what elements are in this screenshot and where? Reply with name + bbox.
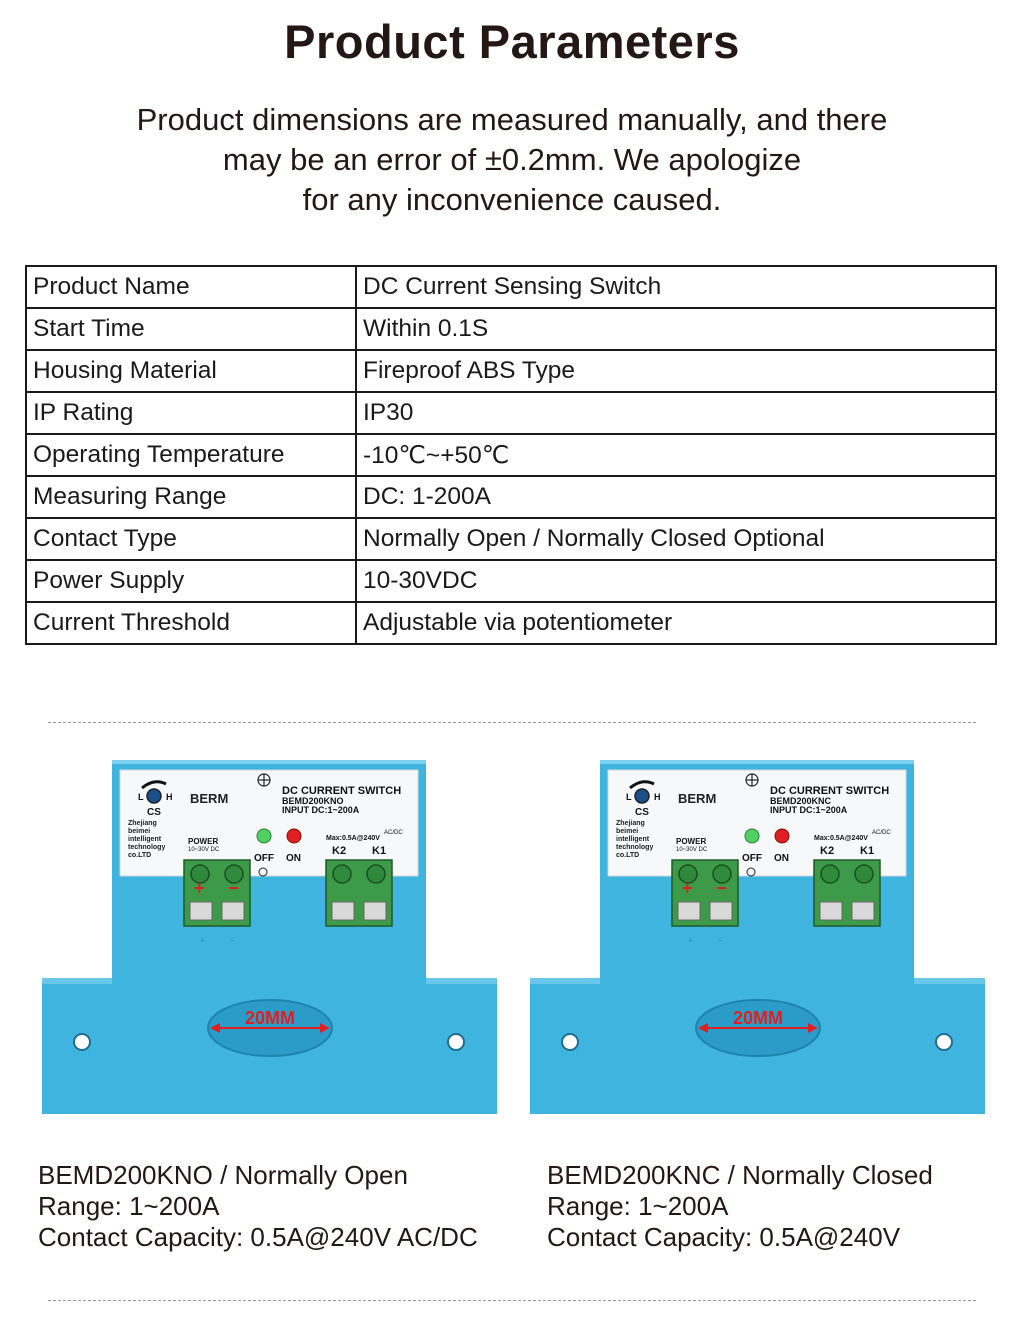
terminal-clamp: [332, 902, 354, 920]
model-number: BEMD200KNC: [770, 796, 832, 806]
note-line-3: for any inconvenience caused.: [302, 182, 722, 217]
note-line-2: may be an error of ±0.2mm. We apologize: [222, 142, 802, 177]
terminal-clamp: [222, 902, 244, 920]
param-name: Operating Temperature: [26, 434, 356, 476]
company-line: intelligent: [128, 836, 162, 843]
terminal-clamp: [364, 902, 386, 920]
mount-hole-right: [448, 1034, 464, 1050]
table-row: [26, 350, 996, 392]
k1-label: K1: [860, 845, 875, 857]
caption-model: BEMD200KNO / Normally Open: [38, 1160, 408, 1190]
dashed-divider-top: [48, 722, 976, 723]
green-led-indicator: [257, 829, 271, 843]
off-label: OFF: [254, 853, 274, 864]
power-range: 10~30V DC: [188, 847, 220, 853]
max-rating: Max:0.5A@240V: [326, 835, 380, 842]
param-name: Housing Material: [26, 350, 356, 392]
minus-sign: −: [716, 878, 727, 898]
param-name: Power Supply: [26, 560, 356, 602]
terminal-clamp: [820, 902, 842, 920]
company-line: Zhejiang: [616, 820, 645, 827]
k1-label: K1: [372, 845, 387, 857]
param-value: Adjustable via potentiometer: [356, 602, 996, 644]
potentiometer-knob: [635, 789, 649, 803]
table-row: [26, 518, 996, 560]
mount-hole-left: [562, 1034, 578, 1050]
caption-capacity: Contact Capacity: 0.5A@240V AC/DC: [38, 1222, 478, 1252]
pot-high-label: H: [654, 792, 661, 802]
cs-label: CS: [635, 807, 649, 818]
brand-logo-text: BERM: [678, 791, 717, 806]
plus-sign: +: [682, 878, 693, 898]
housing-top-edge: [600, 760, 914, 764]
terminal-clamp: [710, 902, 732, 920]
param-name: Current Threshold: [26, 602, 356, 644]
caption-range: Range: 1~200A: [38, 1191, 220, 1221]
input-range: INPUT DC:1~200A: [770, 805, 848, 815]
k2-label: K2: [820, 845, 835, 857]
on-label: ON: [774, 853, 789, 864]
param-value: DC: 1-200A: [356, 476, 996, 518]
power-range: 10~30V DC: [676, 847, 708, 853]
hole-diameter-label: 20MM: [244, 1008, 296, 1028]
product-caption-left: [38, 1160, 478, 1253]
housing-top-edge: [112, 760, 426, 764]
model-number: BEMD200KNO: [282, 796, 344, 806]
on-label: ON: [286, 853, 301, 864]
embossed-minus: −: [717, 935, 724, 947]
table-row: [26, 392, 996, 434]
input-range: INPUT DC:1~200A: [282, 805, 360, 815]
company-line: co.LTD: [128, 852, 152, 859]
power-label: POWER: [188, 837, 219, 846]
minus-sign: −: [228, 878, 239, 898]
company-line: beimei: [128, 828, 151, 835]
table-row: [26, 308, 996, 350]
param-value: Fireproof ABS Type: [356, 350, 996, 392]
k2-label: K2: [332, 845, 347, 857]
page-title: Product Parameters: [284, 15, 740, 68]
pot-high-label: H: [166, 792, 173, 802]
terminal-screw: [855, 865, 873, 883]
brand-logo-text: BERM: [190, 791, 229, 806]
off-label: OFF: [742, 853, 762, 864]
potentiometer-knob: [147, 789, 161, 803]
param-value: IP30: [356, 392, 996, 434]
pot-low-label: L: [626, 792, 632, 802]
switch-title: DC CURRENT SWITCH: [770, 785, 890, 797]
note-line-1: Product dimensions are measured manually, and there: [136, 102, 888, 137]
table-row: [26, 476, 996, 518]
terminal-clamp: [852, 902, 874, 920]
caption-model: BEMD200KNC / Normally Closed: [547, 1160, 933, 1190]
param-value: -10℃~+50℃: [356, 434, 996, 476]
param-value: 10-30VDC: [356, 560, 996, 602]
param-name: Measuring Range: [26, 476, 356, 518]
param-value: Normally Open / Normally Closed Optional: [356, 518, 996, 560]
dashed-divider-bottom: [48, 1300, 976, 1301]
device-illustration: [42, 760, 502, 1120]
parameters-table: [25, 265, 997, 645]
company-line: intelligent: [616, 836, 650, 843]
pot-low-label: L: [138, 792, 144, 802]
device-illustration: [530, 760, 990, 1120]
device-photo-normally-open: [42, 760, 502, 1120]
mount-hole-left: [74, 1034, 90, 1050]
table-row: [26, 560, 996, 602]
terminal-screw: [333, 865, 351, 883]
param-name: IP Rating: [26, 392, 356, 434]
param-name: Start Time: [26, 308, 356, 350]
terminal-screw: [821, 865, 839, 883]
param-value: DC Current Sensing Switch: [356, 266, 996, 308]
power-label: POWER: [676, 837, 707, 846]
green-led-indicator: [745, 829, 759, 843]
switch-title: DC CURRENT SWITCH: [282, 785, 402, 797]
company-line: technology: [616, 844, 654, 851]
cs-label: CS: [147, 807, 161, 818]
table-row: [26, 266, 996, 308]
terminal-clamp: [190, 902, 212, 920]
param-value: Within 0.1S: [356, 308, 996, 350]
plus-sign: +: [194, 878, 205, 898]
company-line: Zhejiang: [128, 820, 157, 827]
param-name: Product Name: [26, 266, 356, 308]
measurement-note: [0, 100, 1024, 220]
terminal-clamp: [678, 902, 700, 920]
acdc-label: AC/DC: [872, 830, 891, 836]
company-line: technology: [128, 844, 166, 851]
mount-hole-right: [936, 1034, 952, 1050]
caption-range: Range: 1~200A: [547, 1191, 729, 1221]
device-photo-normally-closed: [530, 760, 990, 1120]
embossed-plus: +: [199, 935, 206, 947]
acdc-label: AC/DC: [384, 830, 403, 836]
table-row: [26, 434, 996, 476]
max-rating: Max:0.5A@240V: [814, 835, 868, 842]
embossed-minus: −: [229, 935, 236, 947]
company-line: beimei: [616, 828, 639, 835]
red-led-indicator: [287, 829, 301, 843]
red-led-indicator: [775, 829, 789, 843]
company-line: co.LTD: [616, 852, 640, 859]
param-name: Contact Type: [26, 518, 356, 560]
terminal-screw: [367, 865, 385, 883]
embossed-plus: +: [687, 935, 694, 947]
caption-capacity: Contact Capacity: 0.5A@240V: [547, 1222, 901, 1252]
product-caption-right: [547, 1160, 933, 1253]
table-row: [26, 602, 996, 644]
hole-diameter-label: 20MM: [732, 1008, 784, 1028]
